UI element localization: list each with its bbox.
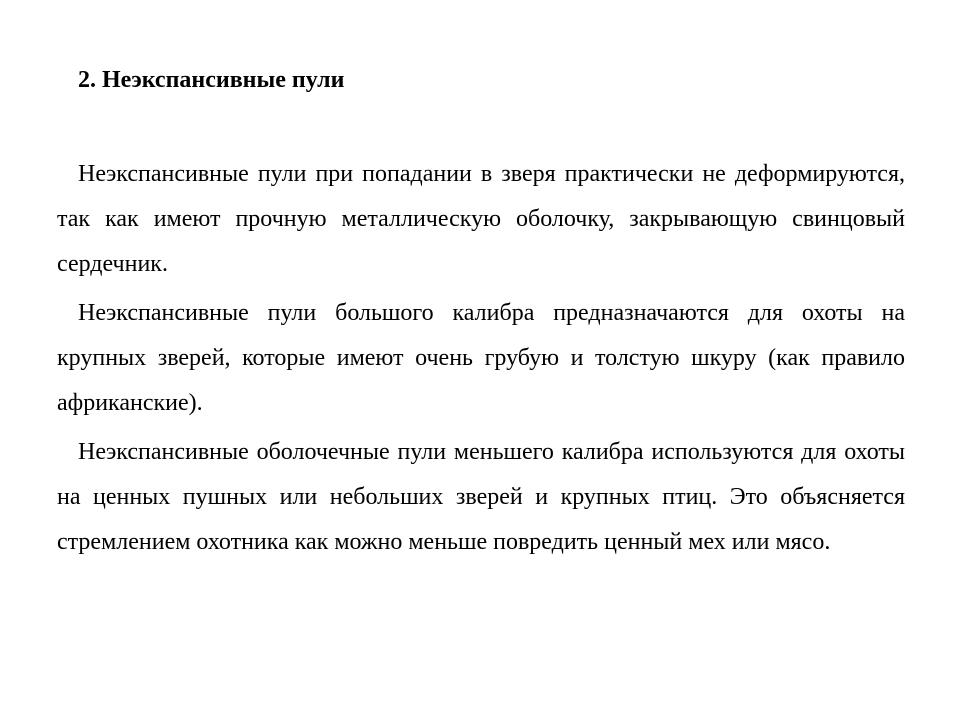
slide-heading: 2. Неэкспансивные пули bbox=[78, 67, 345, 93]
paragraph-3: Неэкспансивные оболочечные пули меньшего калибра используются для охоты на ценных пушных или небольших зверей и крупных птиц. Это объясняется стремлением охотника как можно меньше повредить ценный мех или мясо. bbox=[57, 439, 905, 555]
slide-body bbox=[57, 152, 905, 565]
paragraph-1: Неэкспансивные пули при попадании в зверя практически не деформируются, так как имеют прочную металлическую оболочку, закрывающую свинцовый сердечник. bbox=[57, 161, 905, 277]
paragraph-2: Неэкспансивные пули большого калибра предназначаются для охоты на крупных зверей, которые имеют очень грубую и толстую шкуру (как правило африканские). bbox=[57, 300, 905, 416]
